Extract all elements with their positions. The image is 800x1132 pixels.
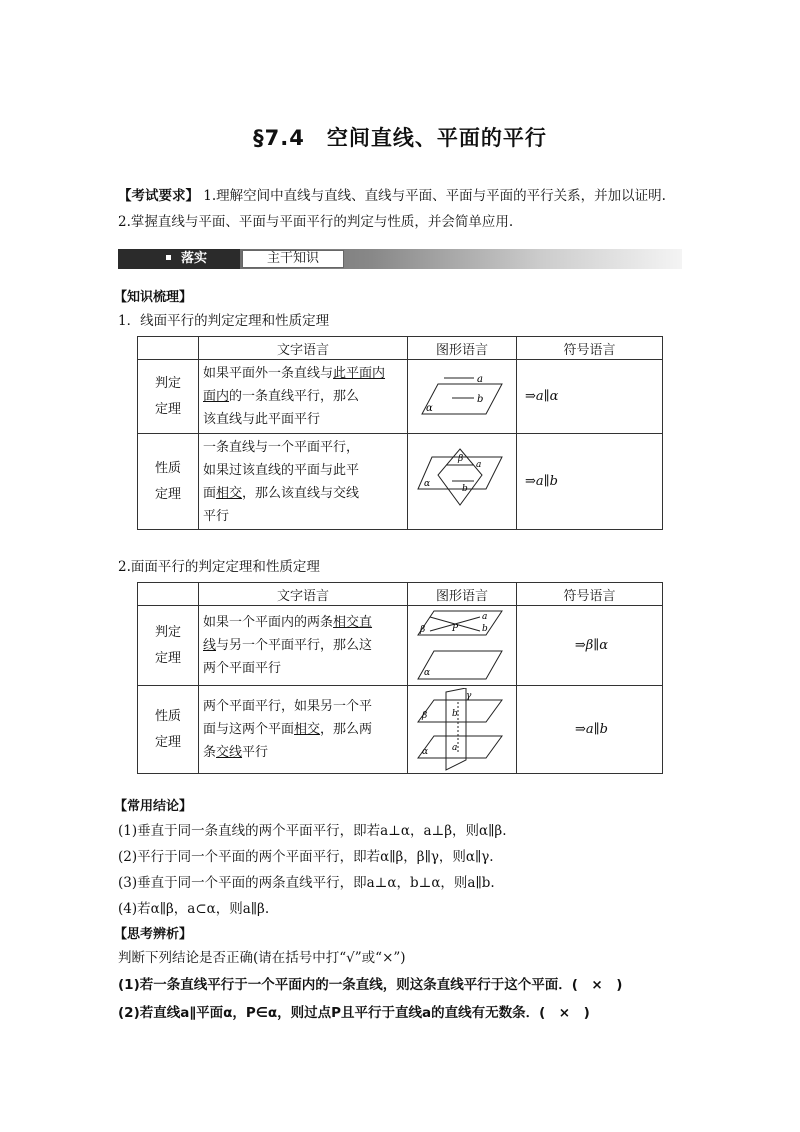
svg-text:b: b	[482, 623, 488, 634]
svg-text:α: α	[424, 478, 431, 489]
requirements-line-1	[118, 185, 666, 207]
section-banner	[118, 249, 682, 269]
conclusion-item-2: (2)平行于同一个平面的两个平面平行，即若α∥β，β∥γ，则α∥γ.	[118, 849, 494, 865]
header-figure-language: 图形语言	[408, 583, 517, 606]
row-symbol: ⇒a∥b	[517, 686, 663, 774]
header-symbol-language: 符号语言	[517, 337, 663, 360]
knowledge-tag: 【知识梳理】	[114, 290, 193, 305]
table-row	[138, 686, 663, 774]
thinking-intro: 判断下列结论是否正确(请在括号中打“√”或“×”)	[118, 950, 406, 966]
plane-plane-table	[137, 582, 663, 774]
requirements-item-2: 2.掌握直线与平面、平面与平面平行的判定与性质，并会简单应用.	[118, 214, 514, 230]
banner-dark-label: 落实	[181, 251, 208, 266]
conclusion-item-3: (3)垂直于同一个平面的两条直线平行，即a⊥α，b⊥α，则a∥b.	[118, 875, 495, 891]
conclusion-item-1: (1)垂直于同一条直线的两个平面平行，即若a⊥α，a⊥β，则α∥β.	[118, 823, 507, 839]
thinking-item-1: (1)若一条直线平行于一个平面内的一条直线，则这条直线平行于这个平面．( × )	[118, 977, 623, 993]
svg-text:α: α	[424, 667, 431, 678]
conclusion-item-4: (4)若α∥β，a⊂α，则a∥β.	[118, 901, 270, 917]
svg-text:a: a	[476, 459, 482, 470]
svg-text:a: a	[477, 373, 483, 385]
thinking-tag: 【思考辨析】	[114, 927, 193, 942]
requirements-item-1: 1.理解空间中直线与直线、直线与平面、平面与平面的平行关系，并加以证明.	[203, 188, 666, 204]
header-text-language: 文字语言	[199, 337, 408, 360]
svg-text:β: β	[420, 624, 426, 635]
figure-line-plane-judgment	[408, 360, 517, 434]
figure-plane-plane-property	[408, 686, 517, 774]
svg-text:γ: γ	[466, 690, 472, 701]
row-label: 性质 定理	[138, 686, 199, 774]
figure-line-plane-property	[408, 434, 517, 530]
row-label: 性质 定理	[138, 434, 199, 530]
line-plane-table	[137, 336, 663, 530]
table-row	[138, 434, 663, 530]
conclusions-tag: 【常用结论】	[114, 799, 193, 814]
row-label: 判定 定理	[138, 606, 199, 686]
svg-text:b: b	[452, 708, 458, 719]
figure-plane-plane-judgment	[408, 606, 517, 686]
row-text: 两个平面平行，如果另一个平 面与这两个平面相交，那么两 条交线平行	[199, 686, 408, 774]
svg-text:α: α	[426, 402, 433, 414]
table-row	[138, 360, 663, 434]
thinking-item-2: (2)若直线a∥平面α，P∈α，则过点P且平行于直线a的直线有无数条．( × )	[118, 1005, 590, 1021]
requirements-tag: 【考试要求】	[118, 188, 199, 204]
svg-text:β: β	[422, 710, 428, 721]
table-header-row	[138, 337, 663, 360]
banner-light: 主干知识	[242, 250, 344, 268]
svg-text:b: b	[462, 483, 468, 494]
svg-text:α: α	[422, 746, 429, 757]
table-row	[138, 606, 663, 686]
section2-heading: 2.面面平行的判定定理和性质定理	[118, 559, 320, 575]
row-text: 一条直线与一个平面平行， 如果过该直线的平面与此平 面相交，那么该直线与交线 平行	[199, 434, 408, 530]
header-text-language: 文字语言	[199, 583, 408, 606]
table-header-row	[138, 583, 663, 606]
header-figure-language: 图形语言	[408, 337, 517, 360]
row-symbol: ⇒a∥b	[517, 434, 663, 530]
svg-text:P: P	[452, 623, 459, 634]
svg-text:a: a	[482, 611, 488, 622]
row-label: 判定 定理	[138, 360, 199, 434]
row-symbol: ⇒a∥α	[517, 360, 663, 434]
header-symbol-language: 符号语言	[517, 583, 663, 606]
row-symbol: ⇒β∥α	[517, 606, 663, 686]
banner-dark	[118, 249, 240, 269]
row-text: 如果一个平面内的两条相交直 线与另一个平面平行，那么这 两个平面平行	[199, 606, 408, 686]
svg-text:a: a	[452, 742, 458, 753]
section1-heading: 1．线面平行的判定定理和性质定理	[118, 313, 330, 329]
page-title: §7.4 空间直线、平面的平行	[253, 126, 547, 150]
row-text: 如果平面外一条直线与此平面内 面内的一条直线平行，那么 该直线与此平面平行	[199, 360, 408, 434]
svg-text:b: b	[477, 393, 484, 405]
svg-text:β: β	[458, 453, 464, 464]
